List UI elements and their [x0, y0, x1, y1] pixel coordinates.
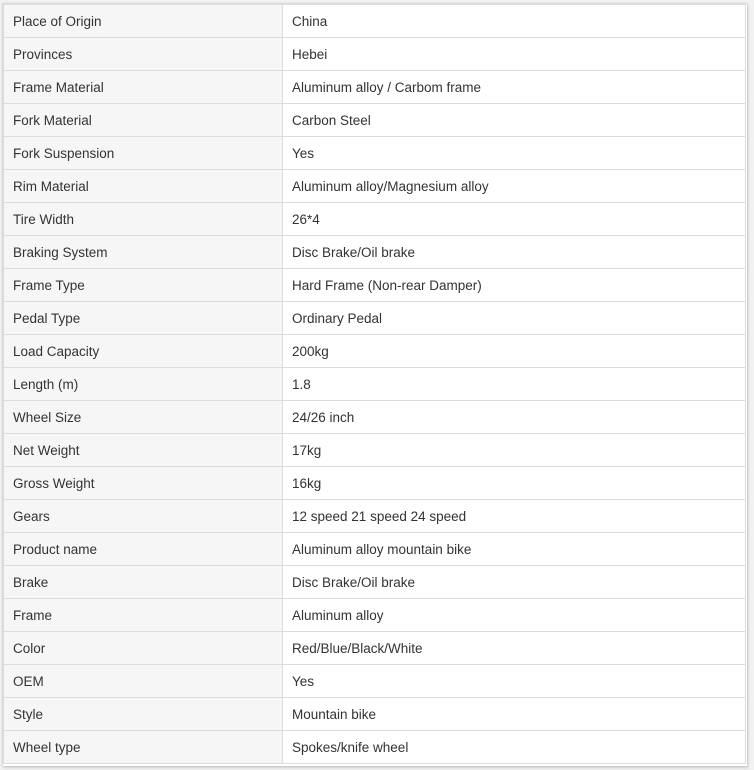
spec-value: 16kg: [283, 467, 746, 500]
spec-row: [4, 533, 746, 566]
spec-label: Fork Material: [4, 104, 283, 137]
spec-value: Hebei: [283, 38, 746, 71]
spec-row: [4, 269, 746, 302]
spec-row: [4, 599, 746, 632]
spec-label: Load Capacity: [4, 335, 283, 368]
spec-value: Red/Blue/Black/White: [283, 632, 746, 665]
spec-value: Ordinary Pedal: [283, 302, 746, 335]
spec-row: [4, 467, 746, 500]
spec-label: OEM: [4, 665, 283, 698]
spec-value: Mountain bike: [283, 698, 746, 731]
spec-value: 17kg: [283, 434, 746, 467]
product-spec-table: [3, 4, 746, 764]
spec-label: Product name: [4, 533, 283, 566]
spec-value: Yes: [283, 665, 746, 698]
spec-value: 200kg: [283, 335, 746, 368]
spec-label: Gears: [4, 500, 283, 533]
spec-row: [4, 566, 746, 599]
spec-value: Disc Brake/Oil brake: [283, 566, 746, 599]
spec-label: Provinces: [4, 38, 283, 71]
spec-value: Aluminum alloy / Carbom frame: [283, 71, 746, 104]
spec-row: [4, 137, 746, 170]
spec-value: 12 speed 21 speed 24 speed: [283, 500, 746, 533]
spec-value: China: [283, 5, 746, 38]
spec-label: Frame Material: [4, 71, 283, 104]
spec-label: Style: [4, 698, 283, 731]
spec-row: [4, 500, 746, 533]
spec-row: [4, 401, 746, 434]
spec-row: [4, 302, 746, 335]
spec-value: Aluminum alloy/Magnesium alloy: [283, 170, 746, 203]
spec-row: [4, 71, 746, 104]
spec-label: Frame: [4, 599, 283, 632]
product-spec-card: [3, 4, 747, 766]
spec-label: Brake: [4, 566, 283, 599]
spec-row: [4, 38, 746, 71]
spec-row: [4, 731, 746, 764]
spec-label: Tire Width: [4, 203, 283, 236]
spec-row: [4, 698, 746, 731]
spec-value: Disc Brake/Oil brake: [283, 236, 746, 269]
spec-row: [4, 335, 746, 368]
spec-row: [4, 434, 746, 467]
spec-value: 26*4: [283, 203, 746, 236]
spec-value: Yes: [283, 137, 746, 170]
spec-table-body: [4, 5, 746, 764]
spec-value: Aluminum alloy mountain bike: [283, 533, 746, 566]
spec-row: [4, 368, 746, 401]
spec-row: [4, 236, 746, 269]
spec-label: Braking System: [4, 236, 283, 269]
spec-row: [4, 5, 746, 38]
spec-value: Aluminum alloy: [283, 599, 746, 632]
spec-row: [4, 665, 746, 698]
spec-label: Frame Type: [4, 269, 283, 302]
spec-row: [4, 203, 746, 236]
spec-row: [4, 632, 746, 665]
spec-row: [4, 170, 746, 203]
spec-label: Pedal Type: [4, 302, 283, 335]
spec-label: Wheel Size: [4, 401, 283, 434]
spec-label: Gross Weight: [4, 467, 283, 500]
spec-value: 24/26 inch: [283, 401, 746, 434]
spec-label: Place of Origin: [4, 5, 283, 38]
spec-label: Net Weight: [4, 434, 283, 467]
spec-value: Hard Frame (Non-rear Damper): [283, 269, 746, 302]
spec-value: Spokes/knife wheel: [283, 731, 746, 764]
spec-row: [4, 104, 746, 137]
spec-label: Length (m): [4, 368, 283, 401]
spec-label: Color: [4, 632, 283, 665]
spec-label: Rim Material: [4, 170, 283, 203]
spec-label: Wheel type: [4, 731, 283, 764]
spec-value: Carbon Steel: [283, 104, 746, 137]
spec-label: Fork Suspension: [4, 137, 283, 170]
spec-value: 1.8: [283, 368, 746, 401]
